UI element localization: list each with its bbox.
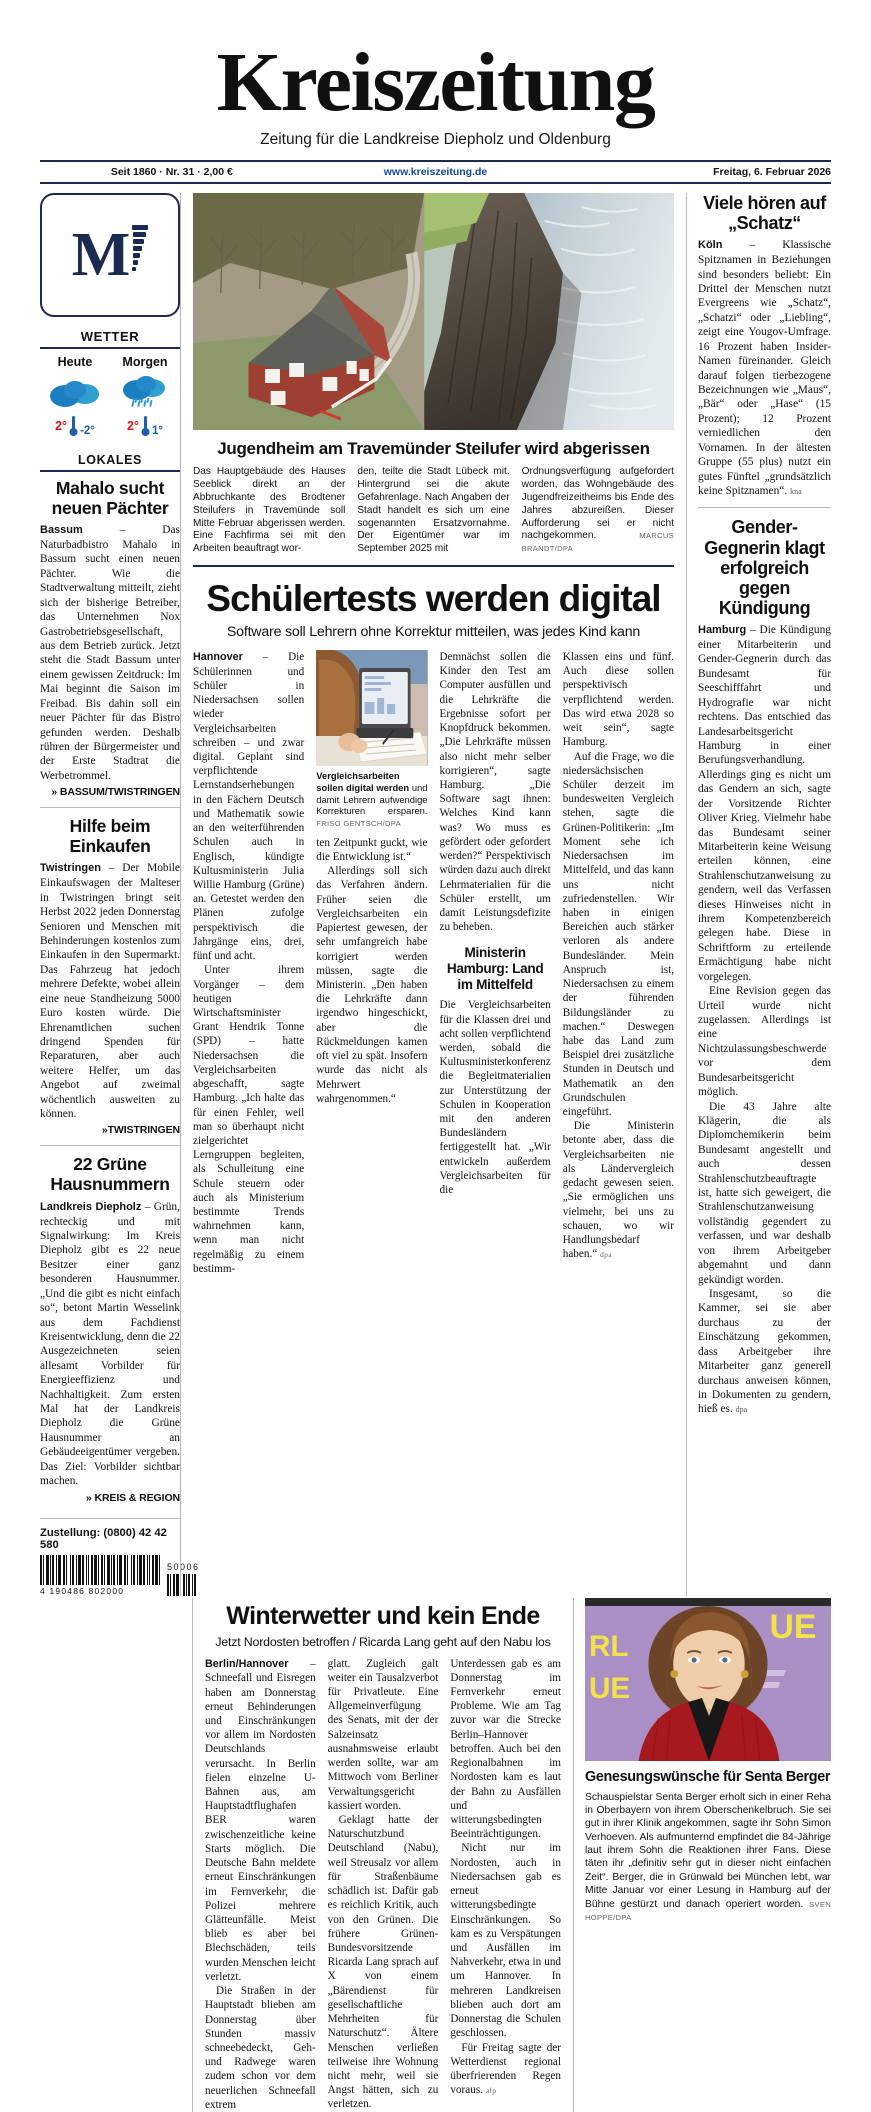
- info-bar: [40, 162, 831, 184]
- paragraph-text: Für Freitag sagte der Wetterdienst regional überfrierenden Regen voraus.: [450, 2041, 562, 2097]
- paragraph: [193, 650, 304, 963]
- paragraph-text: – Die Kündigung einer Mitarbeiterin und Gender-Gegnerin durch das Bundesamt für Seeschifffahrt und Hydrografie war nicht rechtens. Das entschied das Landesarbeitsgericht Hamburg in einer Berufungsverhandlung. Allerdings ging es nicht um das Gendern an sich, sagte der Vorsitzende Richter Oliver Krieg. Vielmehr habe das Bundesamt seiner Mitarbeiterin keine Weisung erteilen können, eine Strahlenschutzanweisung zu gendern, weil das Verfassen dieses Hinweises nicht in ihrem Kompetenzbereich gelegen habe. Diese in Schriftform zu erteilende Ermächtigung habe nicht vorgelegen.: [698, 624, 831, 983]
- article-text: – Klassische Spitznamen in Beziehungen sind besonders beliebt: Ein Drittel der Menschen nutzt Evergreens wie „Schatz“, „Schatzi“ oder „Liebling“, zeigt eine Yougov-Umfrage. 16 Prozent haben Insider-Namen füreinander. Gleich darauf folgen tierbezogene Bezeichnungen wie „Maus“, „Bär“ oder „Hase“ (15 Prozent); 12 Prozent verniedlichen den Vornamen. In der ältesten Gruppe (55 plus) nutzt ein gutes Fünftel „grundsätzlich keine Spitznamen“.: [698, 239, 831, 497]
- article-dateline: Berlin/Hannover: [205, 1657, 289, 1670]
- article-body: [40, 861, 180, 1121]
- sidebar-article-mahalo[interactable]: [40, 479, 180, 798]
- publication-date: Freitag, 6. Februar 2026: [713, 165, 832, 178]
- photo-credit: SVEN HOPPE/DPA: [585, 1899, 831, 1922]
- right-sidebar: [686, 193, 831, 1596]
- article-text: – Der Mobile Einkaufswagen der Malteser in Twistringen bringt seit Herbst 2022 jeden Donnerstag Senioren und Menschen mit Behinderungen kostenlos zum Einkaufen in den Supermarkt. Das Fahrzeug hat jedoch mehrere Defekte, wobei allein eine neue Standheizung 5000 Euro kosten würde. Die Ehrenamtlichen suchen dringend Spenden für Reparaturen, aber auch weitere Helfer, um das Angebot auf zweimal wöchentlich ausweiten zu können.: [40, 862, 180, 1121]
- weather-low: 1°: [151, 424, 163, 437]
- barcode-area: [40, 1555, 200, 1596]
- paragraph: [698, 623, 831, 984]
- article-subheading: Ministerin Hamburg: Land im Mittelfeld: [446, 945, 544, 992]
- article-dateline: Landkreis Diepholz: [40, 1200, 142, 1213]
- weather-day-today: [44, 355, 106, 437]
- student-working-on-tablet-computer: [316, 650, 427, 766]
- lead-caption-columns: [193, 466, 674, 556]
- lead-caption-col-2: den, teilte die Stadt Lübeck mit. Hintergrund sei die akute Gefahrenlage. Nach Angaben der Stadt handelt es sich um eine sogenannten Ersatzvornahme. Der Eigentümer war im September 2025 mit: [357, 465, 510, 555]
- article-headline: Hilfe beim Einkaufen: [69, 816, 151, 856]
- paragraph: Allerdings soll sich das Verfahren ändern. Früher seien die Vergleichsarbeiten ein Papiertest gewesen, der sehr umfangreich habe korrigiert werden müssen, sagte die Ministerin. „Den haben die Lehrkräfte dann irgendwo hingeschickt, aber die Rückmeldungen kamen oft viel zu spät. Insofern wurde das nicht als Mehrwert wahrgenommen.“: [316, 865, 428, 1105]
- paragraph: Die 43 Jahre alte Klägerin, die als Diplomchemikerin beim Bundesamt angestellt und auch dessen Strahlenschutzbeauftragte ist, hatte sich geweigert, die Strahlenschutzanweisung vollständig gegendert zu verfassen, und war deshalb von ihrem Arbeitgeber abgemahnt und dann gekündigt worden.: [698, 1100, 831, 1286]
- inline-photo-caption: [316, 770, 427, 829]
- paragraph-text: – Schneefall und Eisregen haben am Donnerstag erneut Behinderungen und Einschränkungen vor allem im Nordosten Deutschlands verursacht. In Berlin fielen einzelne U-Bahnen aus, am Hauptstadtflughafen BER waren zwischenzeitliche keine Starts möglich. Die Deutsche Bahn meldete erneut Einschränkungen im Fernverkehr, die Polizei mehrere Glätteunfälle. Meist blieb es aber bei Blechschäden, teils wurden Menschen leicht verletzt.: [205, 1657, 316, 1983]
- thermometer-icon: [69, 415, 78, 437]
- photo-credit: MARCUS BRANDT/DPA: [521, 531, 674, 554]
- section-heading-lokales: LOKALES: [40, 453, 180, 472]
- barcode-digits: 4 190486 802000: [40, 1585, 125, 1596]
- weather-heading: WETTER: [40, 329, 180, 349]
- article-credit: kna: [790, 486, 802, 496]
- article-more-link[interactable]: »TWISTRINGEN: [101, 1124, 180, 1137]
- paragraph-text: Die Ministerin betonte aber, dass die Vergleichsarbeiten nie als Ländervergleich gedacht gewesen seien. „Sie ermöglichen uns vielmehr, bei uns zu schauen, wo wir Handlungsbedarf haben.“: [562, 1120, 674, 1261]
- upper-content-area: [40, 193, 831, 1596]
- main-article-col-1: [193, 650, 304, 1276]
- paragraph-text: – Die Schülerinnen und Schüler in Niedersachsen sollen wieder Vergleichsarbeiten schreiben – und zwar digital. Geplant sind verpflichtende Lernstandserhebungen in den Fächern Deutsch und Mathematik sowie an den weiterführenden Schulen auch in Englisch, kündigte Kultusministerin Julia Willie Hamburg (Grüne) an. Getestet werden den Plänen zufolge perspektivisch die Jahrgänge eins, drei, fünf und acht.: [193, 651, 305, 963]
- logo-letter: M: [71, 220, 129, 289]
- weather-high: 2°: [127, 418, 139, 433]
- divider: [40, 1145, 180, 1146]
- lead-photo: [193, 193, 674, 430]
- article-dateline: Bassum: [40, 524, 83, 537]
- svg-text:RL: RL: [588, 1629, 629, 1663]
- article-body: [563, 650, 674, 1261]
- article-subheadline: Jetzt Nordosten betroffen / Ricarda Lang geht auf den Nabu los: [215, 1634, 551, 1649]
- lead-caption-col-1: Das Hauptgebäude des Hauses Seeblick direkt an der Abbruchkante des Brodtener Steilufers in Travemünde soll Mitte Februar abgerissen werden. Eine Fachfirma sei mit den Arbeiten beauftragt wor-: [193, 465, 346, 555]
- weather-temps: [44, 415, 106, 437]
- lower-content-area: [40, 1598, 831, 2112]
- divider: [40, 807, 180, 808]
- article-credit: dpa: [600, 1250, 612, 1260]
- paragraph: Nicht nur im Nordosten, auch in Niedersachsen gab es erneut witterungsbedingte Einschränkungen. So kam es zu Verspätungen und Ausfällen im Nahverkehr, etwa in und um Hannover. In mehreren Landkreisen blieben auch dort am Donnerstag die Schulen geschlossen.: [450, 1842, 562, 2040]
- winter-article-col-1: [205, 1657, 316, 2112]
- divider: [698, 507, 831, 508]
- winter-article-col-3: [450, 1657, 561, 2112]
- paragraph: [698, 1287, 831, 1417]
- article-headline: Mahalo sucht neuen Pächter: [51, 477, 169, 518]
- article-headline: Viele hören auf „Schatz“: [703, 192, 826, 234]
- article-body: [440, 998, 551, 1197]
- main-article-col-3: [440, 650, 551, 1276]
- winter-article[interactable]: [192, 1598, 561, 2112]
- article-headline: Genesungswünsche für Senta Berger: [585, 1768, 831, 1785]
- portrait-senta-berger-red-cardigan: [585, 1598, 831, 1761]
- sidebar-article-schatz[interactable]: [698, 193, 831, 498]
- article-dateline: Hamburg: [698, 624, 747, 637]
- weather-day-label: Morgen: [122, 354, 168, 369]
- paragraph: Unter ihrem Vorgänger – dem heutigen Wirtschaftsminister Grant Hendrik Tonne (SPD) – hatte Niedersachsen die Vergleichsarbeiten abgeschafft, sagte Hamburg. „Ich halte das für einen Fehler, weil man so überhaupt nicht zielgerichtet Lerngruppen begleiten, als Schulleitung eine Schule steuern oder auch als Ministerium bestimmte Trends wahrnehmen kann, wenn man nicht regelmäßig zu einem bestimm-: [193, 964, 305, 1275]
- main-content-column: [180, 193, 686, 1596]
- paragraph: Geklagt hatte der Naturschutzbund Deutschland (Nabu), weil Streusalz vor allem für Straßenbäume schädlich ist. Dafür gab es reichlich Kritik, auch von den Grünen. Die frühere Grünen-Bundesvorsitzende Ricarda Lang sprach auf X von einem „Bärendienst für gesellschaftliche Mehrheiten für Naturschutz“. Ältere Menschen verließen teilweise ihre Wohnung nicht mehr, weil sie Angst hätten, sich zu verletzen.: [327, 1814, 439, 2111]
- article-body: [585, 1791, 831, 1925]
- main-article-subheadline: Software soll Lehrern ohne Korrektur mitteilen, was jedes Kind kann: [226, 624, 641, 641]
- article-text: – Das Naturbadbistro Mahalo in Bassum sucht einen neuen Pächter. Wie die Stadtverwaltung mitteilt, zieht sich der bisherige Betreiber, das Unternehmen Nox Gastrobetriebsgesellschaft, aus dem Betrieb zurück. Jetzt steht die Stadt Bassum unter einem gewissen Zeitdruck: Im Mai beginnt die Saison im Freibad. Bis dahin soll ein neuer Pächter für das Bistro gefunden werden. Deshalb rühren der Bürgermeister und der Erste Stadtrat die Werbetrommel.: [40, 524, 180, 782]
- article-body: [193, 650, 304, 1276]
- weather-widget: [40, 355, 180, 437]
- mediengruppe-kreiszeitung-logo-icon: [128, 225, 148, 277]
- barcode-ean13: [40, 1555, 162, 1585]
- paragraph: Die Vergleichsarbeiten für die Klassen drei und acht sollen verpflichtend werden, sobald die Kultusministerkonferenz die Begleitmaterialien zur Unterstützung der Schulen in Kooperation mit den anderen Bundesländern fertiggestellt hat. „Wir entwickeln außerdem Vergleichsarbeiten für die: [439, 999, 551, 1197]
- paragraph-text: Insgesamt, so die Kammer, sei sie aber durchaus zu der Einschätzung gekommen, dass Arbeitgeber ihre Mitarbeiter ganz generell durchaus anweisen können, in Dokumenten zu gendern, hieß es.: [698, 1288, 831, 1416]
- article-credit: afp: [485, 2086, 497, 2096]
- masthead-subtitle: Zeitung für die Landkreise Diepholz und Oldenburg: [260, 130, 611, 148]
- weather-temps: [114, 415, 176, 437]
- article-headline: 22 Grüne Hausnummern: [50, 1154, 170, 1195]
- article-headline: Gender-Gegnerin klagt erfolgreich gegen Kündigung: [704, 517, 825, 618]
- delivery-info: [40, 1518, 200, 1596]
- paragraph: [450, 2041, 561, 2098]
- paragraph: Klassen eins und fünf. Auch diese sollen perspektivisch verpflichtend werden. Das wird etwa 2028 so weit sein“, sagte Hamburg.: [562, 651, 674, 749]
- paragraph: [563, 1119, 674, 1261]
- sidebar-article-hausnummern[interactable]: [40, 1155, 180, 1503]
- sidebar-article-gender[interactable]: [698, 517, 831, 1416]
- sidebar-article-einkaufen[interactable]: [40, 817, 180, 1136]
- article-dateline: Twistringen: [40, 862, 101, 875]
- inline-photo: [316, 650, 427, 766]
- lead-photo-caption-headline: Jugendheim am Travemünder Steilufer wird abgerissen: [217, 438, 650, 458]
- article-body: [698, 238, 831, 498]
- aerial-view-house-on-eroding-cliff: [193, 193, 674, 430]
- winter-article-columns: [205, 1657, 561, 2112]
- paragraph: Demnächst sollen die Kinder den Test am Computer ausfüllen und die Lehrkräfte die Ergebnisse sofort per Knopfdruck bekommen. „Die Lehrkräfte müssen also nicht mehr selber korrigieren“, sagte Hamburg. „Die Software sagt ihnen: Welches Kind kann was? Wo muss es gefördert oder gefordert werden?“ Perspektivisch würden dazu auch direkt Lehrmaterialien für die Schüler erstellt, um damit Leistungsdefizite zu beheben.: [439, 651, 551, 934]
- paragraph: [205, 1657, 316, 1985]
- caption-bold: Vergleichsarbeiten sollen digital werden: [316, 770, 410, 793]
- article-text: Schauspielstar Senta Berger erholt sich in einer Reha in Oberbayern von ihrem Oberschenkelbruch. Sie sei gut in ihrer Klinik angekommen, sagte ihr Sohn Simon Verhoeven. Als aufmunternd empfindet die 84-Jährige laut ihrem Sohn die Reaktionen ihrer Fans. Diese täten ihr „definitiv sehr gut in dieser nicht einfachen Zeit“. Berger, die in Grünwald bei München lebt, war Mitte Januar vor einer Lesung in Hamburg auf der Bühne gestürzt und danach operiert worden.: [585, 1791, 831, 1910]
- paragraph: Die Straßen in der Hauptstadt blieben am Donnerstag über Stunden massiv schneebedeckt, Geh- und Radwege waren zudem schon vor dem neuerlichen Schneefall extrem: [205, 1985, 316, 2111]
- article-headline: Winterwetter und kein Ende: [226, 1601, 540, 1630]
- paragraph: Unterdessen gab es am Donnerstag im Fernverkehr erneut Probleme. Wie am Tag zuvor war die Strecke Berlin–Hannover betroffen. Auch bei den Regionalbahnen im Nordosten kam es laut der Bahn zu Ausfällen und witterungsbedingten Beeinträchtigungen.: [450, 1657, 562, 1841]
- photo-credit: FRISO GENTSCH/DPA: [316, 819, 401, 829]
- weather-day-label: Heute: [57, 354, 93, 369]
- weather-high: 2°: [55, 418, 68, 433]
- article-credit: dpa: [735, 1405, 748, 1415]
- website-link[interactable]: www.kreiszeitung.de: [383, 165, 488, 178]
- article-more-link[interactable]: » BASSUM/TWISTRINGEN: [51, 786, 180, 799]
- paragraph: Auf die Frage, wo die niedersächsischen Schüler derzeit im bundesweiten Vergleich stehen, sagte die Grünen-Politikerin: „Im Moment sehe ich Niedersachsen im Mittelfeld, und das kann uns nicht zufriedenstellen. Wir haben in einigen Bereichen auch stärker verloren als andere Bundesländer. Mein Anspruch ist, Niedersachsen zu einem der führenden Bildungsländer zu machen.“ Deswegen habe das Land zum Beispiel drei zusätzliche Stunden in Deutsch und Mathematik an den Grundschulen eingeführt.: [562, 750, 674, 1119]
- divider: [193, 565, 674, 567]
- paragraph: Eine Revision gegen das Urteil wurde nicht zugelassen. Allerdings ist eine Nichtzulassungsbeschwerde vor dem Bundesarbeitsgericht möglich.: [698, 985, 831, 1099]
- page-title: Kreiszeitung: [216, 36, 655, 129]
- article-body: [40, 523, 180, 783]
- issue-info: Seit 1860 · Nr. 31 · 2,00 €: [110, 165, 233, 178]
- paragraph: glatt. Zugleich galt weiter ein Tausalzverbot für Privatleute. Eine Allgemeinverfügung des Senats, mit der der Salzeinsatz ausnahmsweise erlaubt werden sollte, war am Mittwoch vom Berliner Verwaltungsgericht kassiert worden.: [327, 1657, 439, 1812]
- article-body: [450, 1657, 561, 2098]
- winter-article-col-2: [328, 1657, 439, 2112]
- berger-photo: [585, 1598, 831, 1761]
- svg-text:UE: UE: [588, 1671, 631, 1705]
- rain-cloud-icon: [114, 373, 176, 413]
- article-dateline: Hannover: [193, 651, 243, 664]
- main-article-col-2: [316, 650, 427, 1276]
- lead-caption-text: Ordnungsverfügung aufgefordert worden, das Wohngebäude des Jugendfreizeitheims bis Ende des Jahres abzureißen. Dieser Aufforderung sei er nicht nachgekommen.: [521, 465, 674, 542]
- article-body: [316, 836, 427, 1106]
- article-body: [205, 1657, 316, 2112]
- main-article-columns: [193, 650, 674, 1276]
- left-sidebar: [40, 193, 200, 1596]
- weather-low: -2°: [80, 424, 95, 437]
- article-body: [328, 1657, 439, 2112]
- main-article-headline: Schülertests werden digital: [206, 578, 661, 620]
- article-more-link[interactable]: » KREIS & REGION: [85, 1491, 180, 1504]
- weather-day-tomorrow: [114, 355, 176, 437]
- paragraph: ten Zeitpunkt guckt, wie die Entwicklung ist.“: [316, 836, 428, 863]
- caption-rest: und damit Lehrern aufwendige Korrekturen ersparen.: [316, 781, 428, 817]
- publisher-logo: [40, 193, 180, 317]
- article-dateline: Köln: [698, 239, 723, 252]
- main-article-col-4: [563, 650, 674, 1276]
- cloudy-icon: [44, 373, 106, 413]
- article-body: [440, 650, 551, 934]
- masthead: [40, 0, 831, 184]
- thermometer-icon: [141, 415, 150, 437]
- barcode-addon-digits: 50006: [167, 1561, 200, 1572]
- svg-text:UE: UE: [769, 1607, 817, 1646]
- lead-caption-col-3: [522, 466, 674, 556]
- berger-article[interactable]: [573, 1598, 831, 2112]
- delivery-phone[interactable]: Zustellung: (0800) 42 42 580: [40, 1526, 167, 1551]
- article-text: – Grün, rechteckig und mit Signalwirkung: Im Kreis Diepholz gibt es 22 neue Besitzer einer ganz besonderen Hausnummer. „Und die gibt es nicht einfach so“, betont Martin Wesselink aus dem Fachdienst Kreisentwicklung, denn die 22 Ausgezeichneten seien allesamt Vorbilder für Energieeffizienz und Nachhaltigkeit. Zum ersten Mal hat der Landkreis Diepholz die Grüne Hausnummer an Gebäudeeigentümer vergeben. Das Ziel: Vorbilder sichtbar machen.: [40, 1200, 180, 1488]
- article-body: [698, 623, 831, 1417]
- article-body: [40, 1200, 180, 1489]
